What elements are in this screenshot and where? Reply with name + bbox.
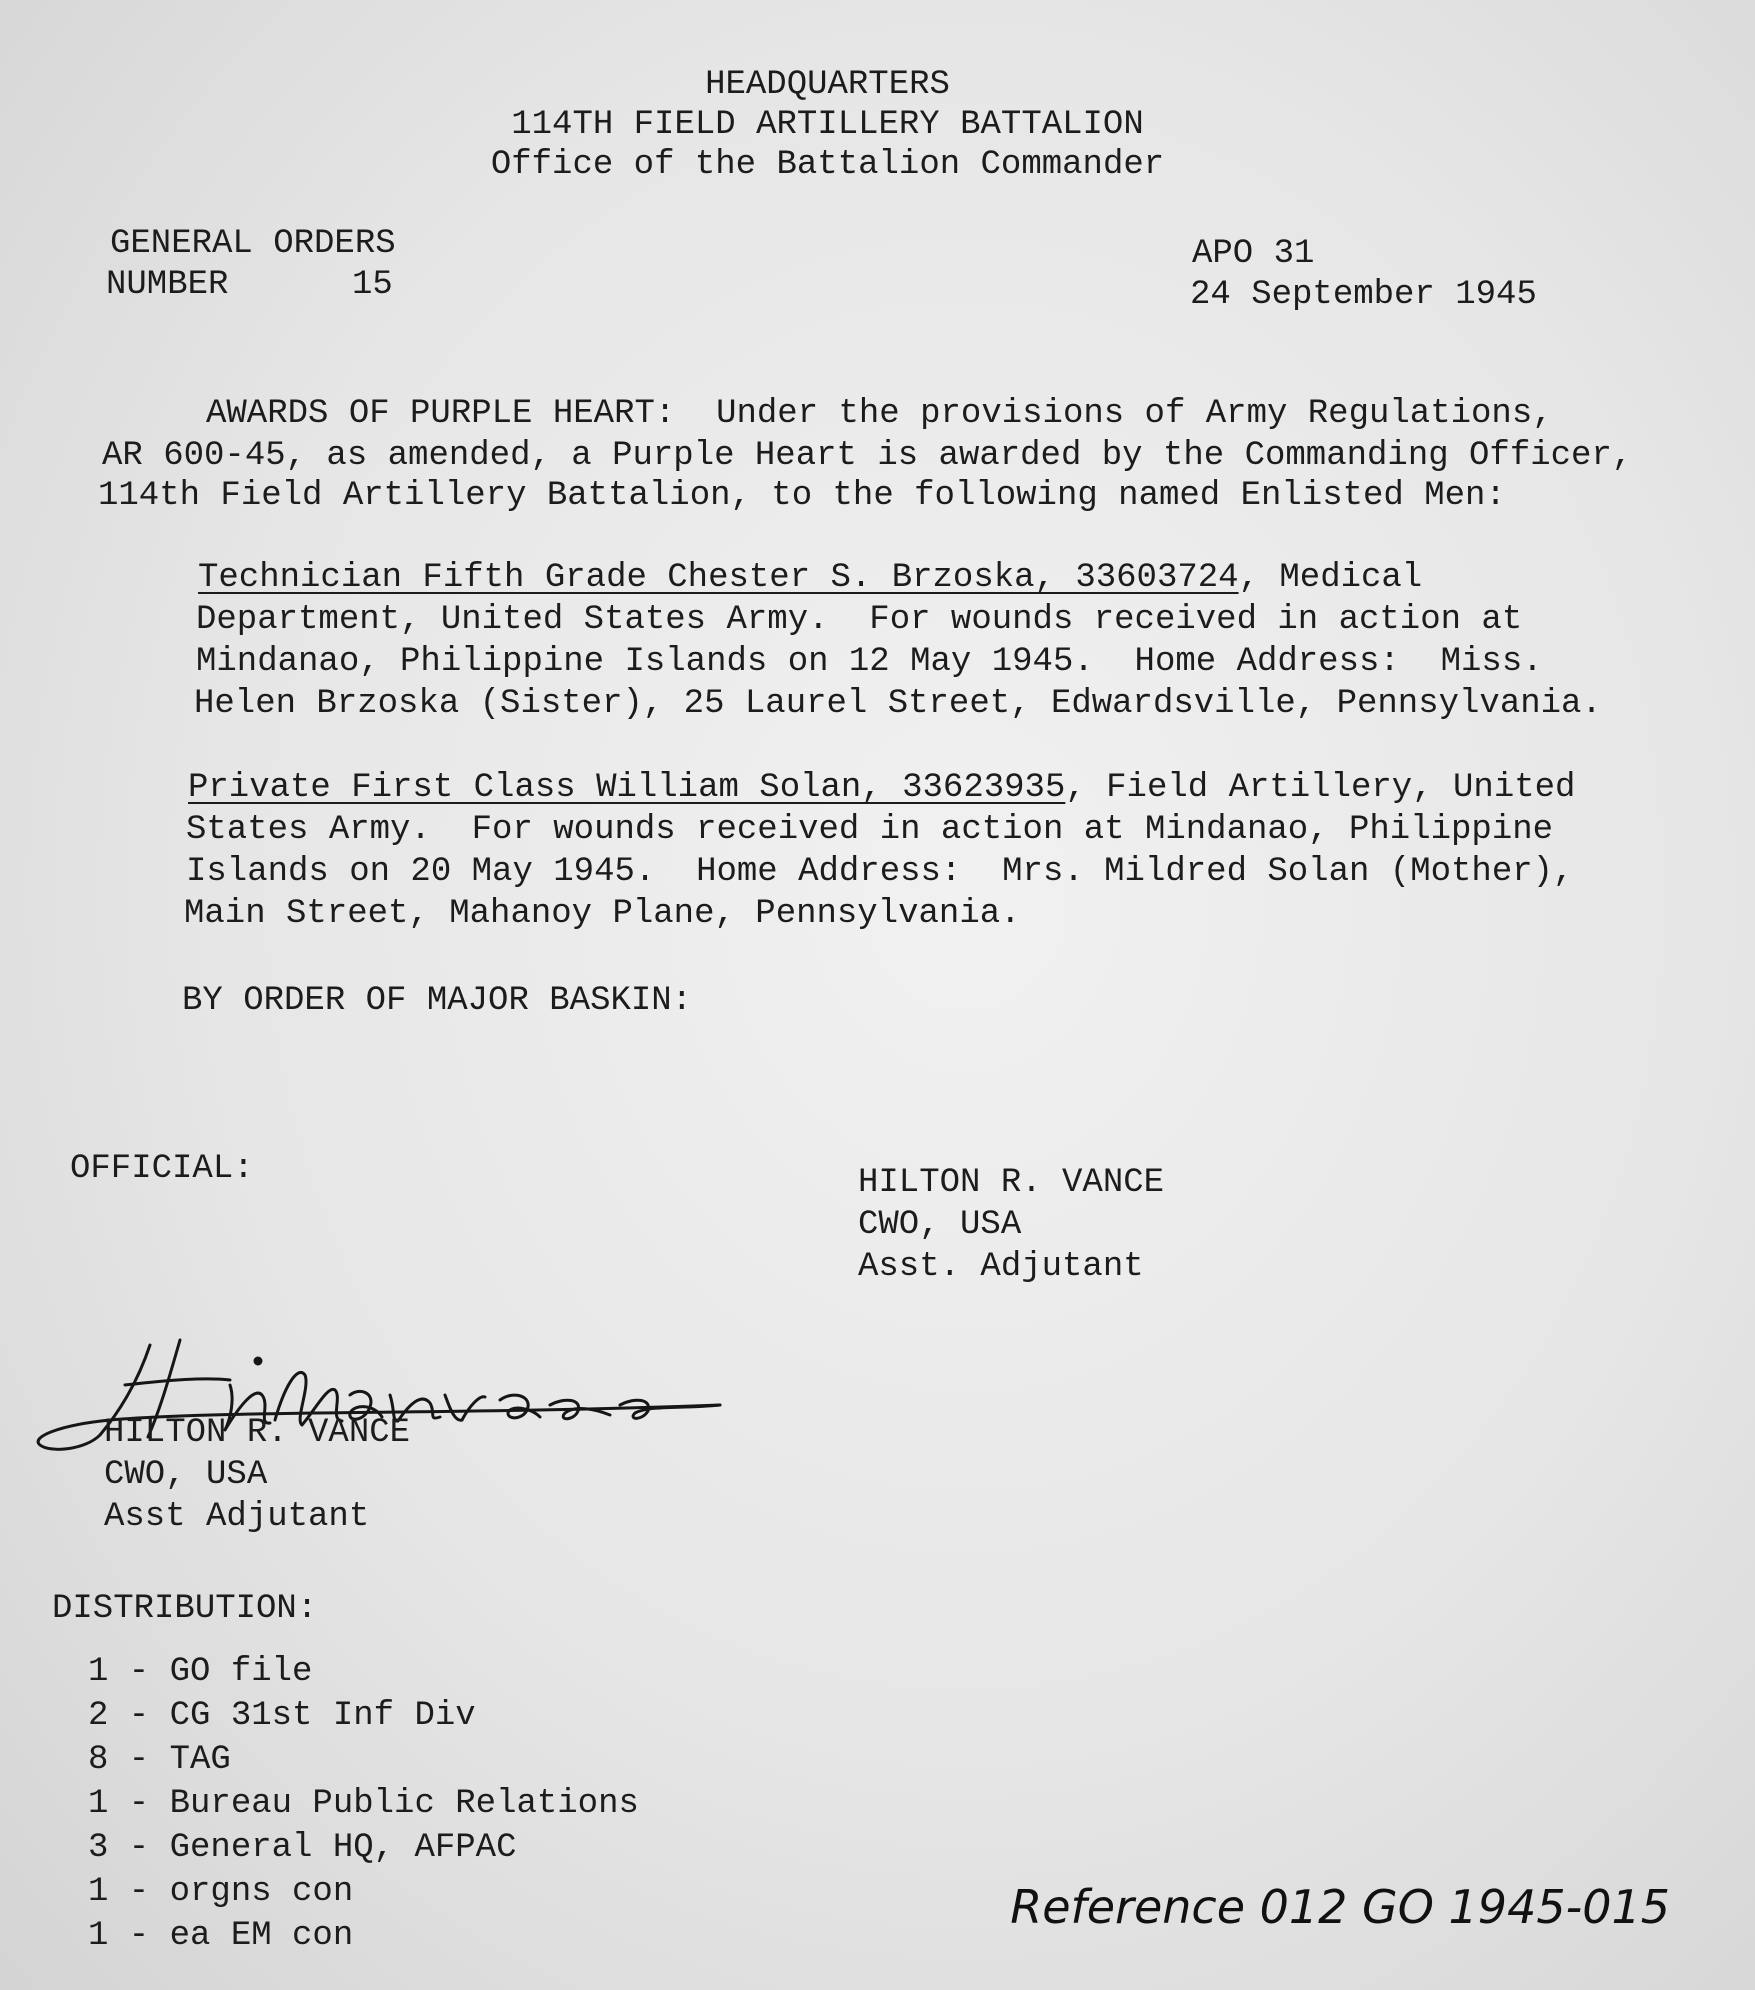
distribution-item: 1 - ea EM con [88,1917,354,1955]
distribution-item: 1 - GO file [88,1653,313,1691]
distribution-label: DISTRIBUTION: [52,1590,318,1628]
award-2-line-2: States Army. For wounds received in action at Mindanao, Philippine [186,811,1554,849]
by-order-line: BY ORDER OF MAJOR BASKIN: [182,982,693,1020]
header-line-battalion: 114TH FIELD ARTILLERY BATTALION [511,106,1144,144]
award-2-line-3: Islands on 20 May 1945. Home Address: Mrs. Mildred Solan (Mother), [186,853,1574,891]
distribution-item: 3 - General HQ, AFPAC [88,1829,517,1867]
header-line-headquarters: HEADQUARTERS [705,66,950,104]
award-1-line-2: Department, United States Army. For wounds received in action at [196,601,1523,639]
award-1-line-3: Mindanao, Philippine Islands on 12 May 1945. Home Address: Miss. [196,643,1543,681]
reference-caption: Reference 012 GO 1945-015 [1010,1880,1670,1934]
award-2-line-1 [188,768,1575,809]
distribution-item: 2 - CG 31st Inf Div [88,1697,476,1735]
header-line-office: Office of the Battalion Commander [490,146,1165,184]
signer-left-title: Asst Adjutant [104,1498,370,1536]
intro-line-2: AR 600-45, as amended, a Purple Heart is awarded by the Commanding Officer, [102,437,1633,475]
award-1-line-4: Helen Brzoska (Sister), 25 Laurel Street, Edwardsville, Pennsylvania. [194,685,1602,723]
order-date: 24 September 1945 [1190,276,1537,314]
intro-line-1: AWARDS OF PURPLE HEART: Under the provisions of Army Regulations, [206,395,1553,433]
apo-number: APO 31 [1192,235,1315,273]
distribution-item: 8 - TAG [88,1741,231,1779]
official-label: OFFICIAL: [70,1150,254,1188]
award-2-branch: , Field Artillery, United [1065,769,1576,807]
number-label: NUMBER [106,266,229,304]
signer-left-name: HILTON R. VANCE [104,1414,411,1452]
general-orders-label: GENERAL ORDERS [110,225,396,263]
distribution-list [88,1650,639,1958]
order-number: 15 [352,266,393,304]
signer-left-block [104,1412,410,1538]
award-2-recipient: Private First Class William Solan, 33623935 [188,769,1066,807]
signer-left-rank: CWO, USA [104,1456,268,1494]
signer-right-block [858,1162,1164,1288]
award-1-recipient: Technician Fifth Grade Chester S. Brzoska, 33603724 [198,559,1239,597]
award-2-line-4: Main Street, Mahanoy Plane, Pennsylvania. [184,895,1021,933]
distribution-item: 1 - Bureau Public Relations [88,1785,639,1823]
award-1-line-1 [198,558,1422,599]
distribution-item: 1 - orgns con [88,1873,354,1911]
signer-right-name: HILTON R. VANCE [858,1164,1165,1202]
intro-line-3: 114th Field Artillery Battalion, to the following named Enlisted Men: [98,477,1506,515]
signer-right-rank: CWO, USA [858,1206,1022,1244]
signer-right-title: Asst. Adjutant [858,1248,1144,1286]
award-1-branch: , Medical [1238,559,1423,597]
